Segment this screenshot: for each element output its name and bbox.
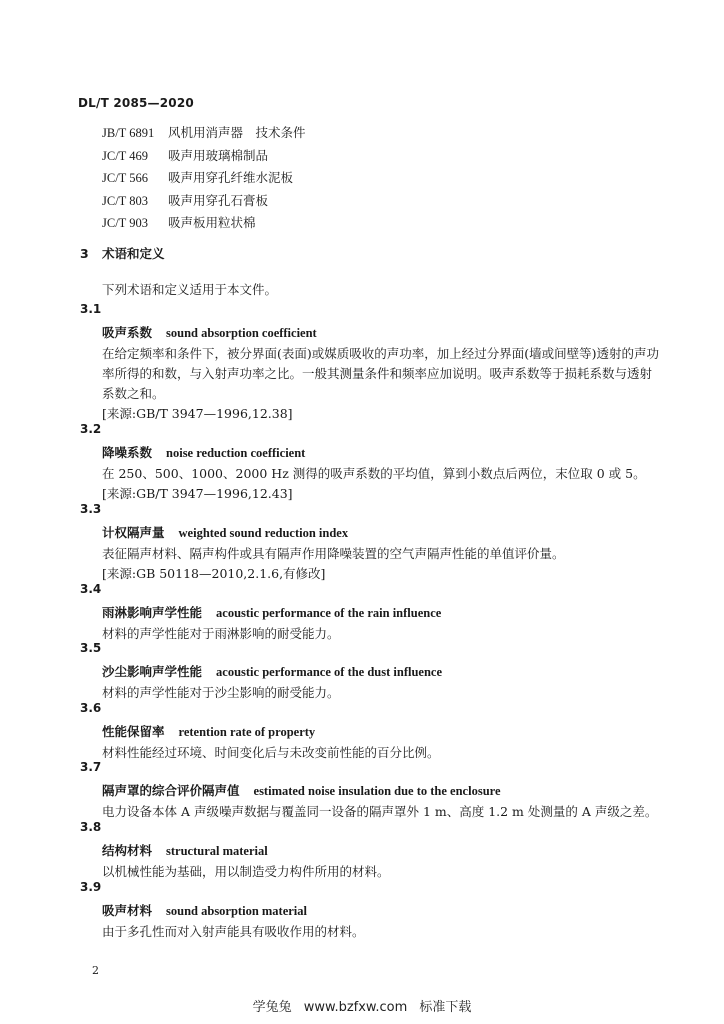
term-name-zh: 雨淋影响声学性能	[102, 605, 203, 620]
term-definition: 在给定频率和条件下，被分界面(表面)或媒质吸收的声功率，加上经过分界面(墙或间壁等)透射的声功率所得的和数，与入射声功率之比。一般其测量条件和频率应加说明。吸声系数等于损耗系数与透射系数之和。	[102, 346, 660, 401]
term-name	[102, 603, 660, 624]
term-name-en: estimated noise insulation due to the enclosure	[253, 784, 501, 798]
term-name-en: noise reduction coefficient	[166, 446, 306, 460]
term-entry	[80, 641, 660, 703]
term-definition: 电力设备本体 A 声级噪声数据与覆盖同一设备的隔声罩外 1 m、高度 1.2 m 处测量的 A 声级之差。	[102, 804, 658, 819]
term-name-zh: 隔声罩的综合评价隔声值	[102, 783, 240, 798]
term-number: 3.6	[80, 701, 102, 715]
reference-item	[102, 122, 306, 145]
watermark-footer	[0, 996, 724, 1015]
reference-item	[102, 167, 306, 190]
term-name-zh: 性能保留率	[102, 724, 165, 739]
reference-title: 吸声用穿孔纤维水泥板	[168, 170, 294, 185]
term-number: 3.3	[80, 502, 102, 516]
term-entry	[80, 880, 660, 942]
term-entry	[80, 701, 660, 763]
reference-code: JC/T 469	[102, 148, 148, 163]
term-entry	[80, 820, 660, 882]
term-name	[102, 443, 660, 464]
section-number: 3	[80, 246, 89, 261]
term-name-en: acoustic performance of the dust influence	[216, 665, 443, 679]
term-definition: 表征隔声材料、隔声构件或具有隔声作用降噪装置的空气声隔声性能的单值评价量。	[102, 546, 565, 561]
term-name	[102, 841, 660, 862]
term-name-zh: 降噪系数	[102, 445, 153, 460]
reference-title: 吸声用玻璃棉制品	[168, 147, 269, 163]
term-name-zh: 结构材料	[102, 843, 153, 858]
term-number: 3.2	[80, 422, 102, 436]
reference-code: JC/T 803	[102, 193, 148, 208]
term-name-zh: 计权隔声量	[102, 525, 165, 540]
term-name-zh: 沙尘影响声学性能	[102, 664, 203, 679]
term-name-en: sound absorption material	[166, 904, 308, 918]
term-definition: 在 250、500、1000、2000 Hz 测得的吸声系数的平均值，算到小数点后两位，末位取 0 或 5。	[102, 466, 646, 481]
term-name-en: sound absorption coefficient	[166, 326, 317, 340]
section-title: 术语和定义	[102, 246, 165, 261]
term-name-en: structural material	[166, 844, 268, 858]
term-number: 3.9	[80, 880, 102, 894]
normative-references-list	[102, 122, 306, 235]
reference-title: 吸声用穿孔石膏板	[168, 192, 269, 208]
section-intro: 下列术语和定义适用于本文件。	[102, 282, 278, 297]
term-source: [来源:GB/T 3947—1996,12.43]	[102, 486, 293, 501]
term-name	[102, 523, 660, 544]
term-entry	[80, 422, 660, 504]
term-number: 3.4	[80, 582, 102, 596]
term-name	[102, 781, 660, 802]
reference-title: 吸声板用粒状棉	[168, 215, 256, 230]
term-definition: 材料性能经过环境、时间变化后与未改变前性能的百分比例。	[102, 745, 440, 760]
term-entry	[80, 302, 660, 424]
footer-site-name: 学兔兔	[252, 1000, 292, 1015]
reference-item	[102, 145, 306, 168]
term-definition: 以机械性能为基础，用以制造受力构件所用的材料。	[102, 864, 390, 879]
term-definition: 由于多孔性而对入射声能具有吸收作用的材料。	[102, 924, 365, 939]
term-number: 3.1	[80, 302, 102, 316]
term-entry	[80, 760, 660, 822]
term-name-zh: 吸声材料	[102, 903, 153, 918]
term-number: 3.5	[80, 641, 102, 655]
term-name-en: retention rate of property	[178, 725, 316, 739]
page-number: 2	[92, 964, 99, 977]
footer-url[interactable]: www.bzfxw.com	[303, 1000, 408, 1015]
footer-label: 标准下载	[419, 1000, 472, 1015]
reference-code: JC/T 566	[102, 171, 148, 185]
term-number: 3.7	[80, 760, 102, 774]
term-name	[102, 901, 660, 922]
term-number: 3.8	[80, 820, 102, 834]
document-id-header: DL/T 2085—2020	[78, 96, 194, 110]
term-name	[102, 323, 660, 344]
reference-code: JB/T 6891	[102, 126, 155, 140]
term-name-en: acoustic performance of the rain influence	[216, 606, 442, 620]
term-name-en: weighted sound reduction index	[178, 526, 349, 540]
term-source: [来源:GB/T 3947—1996,12.38]	[102, 406, 293, 421]
term-definition: 材料的声学性能对于沙尘影响的耐受能力。	[102, 685, 340, 700]
reference-title: 风机用消声器 技术条件	[168, 125, 306, 140]
term-entry	[80, 502, 660, 584]
term-name-zh: 吸声系数	[102, 325, 153, 340]
term-entry	[80, 582, 660, 644]
section-heading	[80, 244, 165, 262]
reference-item	[102, 212, 306, 235]
term-definition: 材料的声学性能对于雨淋影响的耐受能力。	[102, 626, 340, 641]
term-source: [来源:GB 50118—2010,2.1.6,有修改]	[102, 566, 326, 581]
term-name	[102, 662, 660, 683]
reference-code: JC/T 903	[102, 216, 148, 230]
term-name	[102, 722, 660, 743]
reference-item	[102, 190, 306, 213]
